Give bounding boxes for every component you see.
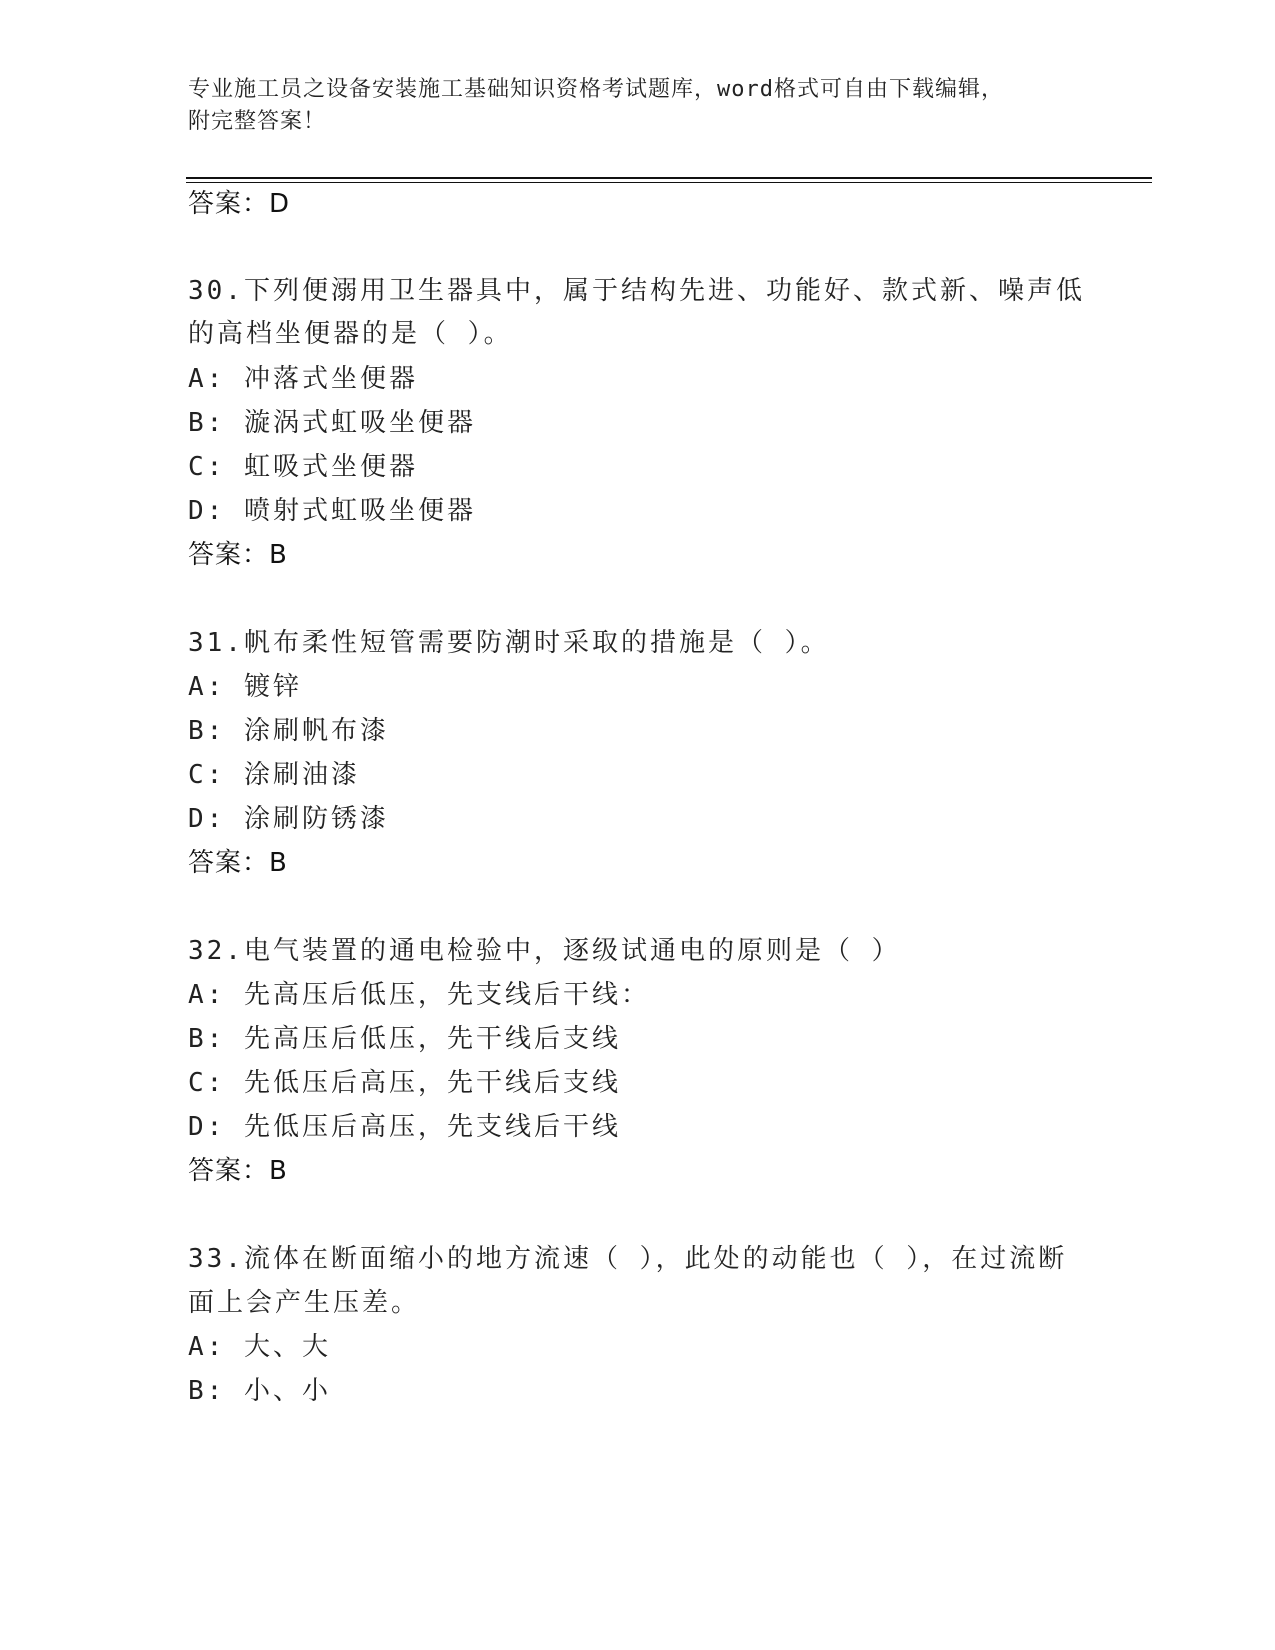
- option-a: A: 大、大: [188, 1332, 331, 1362]
- header-line-2: 附完整答案！: [188, 109, 327, 134]
- option-a: A: 先高压后低压，先支线后干线：: [188, 980, 650, 1010]
- question-stem-cont: 面上会产生压差。: [188, 1288, 421, 1318]
- option-a: A: 冲落式坐便器: [188, 364, 418, 394]
- header-divider-thin: [186, 182, 1152, 183]
- question-stem: 31.帆布柔性短管需要防潮时采取的措施是（ ）。: [188, 628, 830, 658]
- answer: 答案：B: [188, 848, 288, 878]
- question-stem: 30.下列便溺用卫生器具中，属于结构先进、功能好、款式新、噪声低: [188, 276, 1085, 306]
- option-b: B: 小、小: [188, 1376, 331, 1406]
- option-c: C: 涂刷油漆: [188, 760, 360, 790]
- option-b: B: 先高压后低压，先干线后支线: [188, 1024, 621, 1054]
- answer: 答案：B: [188, 1156, 288, 1186]
- question-stem: 32.电气装置的通电检验中，逐级试通电的原则是（ ）: [188, 936, 901, 966]
- header-divider: [186, 177, 1152, 179]
- option-d: D: 涂刷防锈漆: [188, 804, 389, 834]
- option-d: D: 喷射式虹吸坐便器: [188, 496, 476, 526]
- option-c: C: 虹吸式坐便器: [188, 452, 418, 482]
- option-c: C: 先低压后高压，先干线后支线: [188, 1068, 621, 1098]
- question-stem-cont: 的高档坐便器的是（ ）。: [188, 319, 513, 349]
- previous-answer: 答案：D: [188, 189, 291, 219]
- header-line-1: 专业施工员之设备安装施工基础知识资格考试题库，word格式可自由下载编辑，: [188, 77, 1004, 102]
- answer: 答案：B: [188, 540, 288, 570]
- option-d: D: 先低压后高压，先支线后干线: [188, 1112, 621, 1142]
- option-b: B: 漩涡式虹吸坐便器: [188, 408, 476, 438]
- option-b: B: 涂刷帆布漆: [188, 716, 389, 746]
- question-stem: 33.流体在断面缩小的地方流速（ ），此处的动能也（ ），在过流断: [188, 1244, 1068, 1274]
- document-header: [188, 74, 1068, 138]
- option-a: A: 镀锌: [188, 672, 302, 702]
